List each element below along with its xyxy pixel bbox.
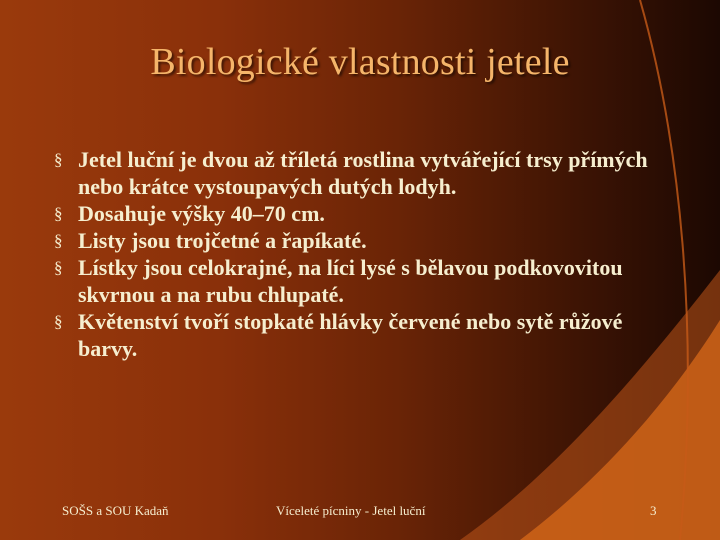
- bullet-marker-icon: §: [54, 231, 63, 250]
- bullet-item: [50, 308, 650, 362]
- bullet-item: [50, 146, 650, 200]
- bullet-text: Listy jsou trojčetné a řapíkaté.: [78, 228, 367, 253]
- bullet-text: Květenství tvoří stopkaté hlávky červené nebo sytě růžové barvy.: [78, 309, 623, 361]
- bullet-marker-icon: §: [54, 312, 63, 331]
- bullet-text: Jetel luční je dvou až tříletá rostlina vytvářející trsy přímých nebo krátce vystoupavých dutých lodyh.: [78, 147, 648, 199]
- bullet-item: [50, 227, 650, 254]
- page-number: 3: [650, 503, 657, 518]
- bullet-marker-icon: §: [54, 150, 63, 169]
- bullet-marker-icon: §: [54, 204, 63, 223]
- bullet-text: Dosahuje výšky 40–70 cm.: [78, 201, 325, 226]
- footer-topic: Víceleté pícniny - Jetel luční: [276, 503, 426, 518]
- bullet-marker-icon: §: [54, 258, 63, 277]
- footer-school: SOŠS a SOU Kadaň: [62, 503, 169, 518]
- bullet-item: [50, 254, 650, 308]
- bullet-text: Lístky jsou celokrajné, na líci lysé s bělavou podkovovitou skvrnou a na rubu chlupaté.: [78, 255, 623, 307]
- bullet-list: [50, 146, 650, 362]
- slide-title: Biologické vlastnosti jetele: [150, 41, 570, 83]
- bullet-item: [50, 200, 650, 227]
